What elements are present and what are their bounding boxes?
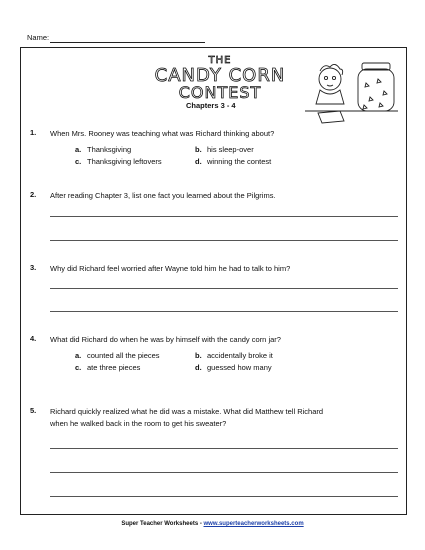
answer-line[interactable] xyxy=(50,216,398,217)
question-2-number: 2. xyxy=(30,190,37,199)
q4-option-b[interactable] xyxy=(195,351,273,360)
q1-option-a-letter: a. xyxy=(75,145,82,154)
q1-option-c[interactable] xyxy=(75,157,162,166)
question-5-text-line-1: Richard quickly realized what he did was a mistake. What did Matthew tell Richard xyxy=(50,407,324,416)
chapters-subtitle: Chapters 3 - 4 xyxy=(186,101,236,110)
q4-option-a-text: counted all the pieces xyxy=(87,351,160,360)
answer-line[interactable] xyxy=(50,288,398,289)
question-1-text: When Mrs. Rooney was teaching what was Richard thinking about? xyxy=(50,129,275,138)
q1-option-c-letter: c. xyxy=(75,157,82,166)
q4-option-a[interactable] xyxy=(75,351,160,360)
question-5-text-line-2: when he walked back in the room to get his sweater? xyxy=(50,419,227,428)
q4-option-b-letter: b. xyxy=(195,351,202,360)
q1-option-b-letter: b. xyxy=(195,145,202,154)
question-4-text: What did Richard do when he was by himself with the candy corn jar? xyxy=(50,335,281,344)
question-1-number: 1. xyxy=(30,128,37,137)
q4-option-c[interactable] xyxy=(75,363,140,372)
q1-option-c-text: Thanksgiving leftovers xyxy=(87,157,162,166)
answer-line[interactable] xyxy=(50,472,398,473)
q4-option-a-letter: a. xyxy=(75,351,82,360)
name-label: Name: xyxy=(27,33,50,42)
q4-option-b-text: accidentally broke it xyxy=(207,351,273,360)
title-line-3: CONTEST xyxy=(178,83,262,102)
q4-option-d-letter: d. xyxy=(195,363,202,372)
footer-separator: - xyxy=(198,521,204,527)
title-logo xyxy=(150,50,290,108)
footer-url-link[interactable]: www.superteacherworksheets.com xyxy=(203,521,304,527)
footer-brand: Super Teacher Worksheets xyxy=(121,521,199,527)
question-2-text: After reading Chapter 3, list one fact you learned about the Pilgrims. xyxy=(50,191,276,200)
q1-option-d-letter: d. xyxy=(195,157,202,166)
boy-with-jar-illustration xyxy=(300,55,400,125)
q1-option-a[interactable] xyxy=(75,145,131,154)
question-5-number: 5. xyxy=(30,406,37,415)
name-field-line[interactable] xyxy=(50,42,205,43)
title-line-2: CANDY CORN xyxy=(154,65,286,86)
answer-line[interactable] xyxy=(50,240,398,241)
q1-option-d[interactable] xyxy=(195,157,271,166)
q4-option-d[interactable] xyxy=(195,363,272,372)
q4-option-d-text: guessed how many xyxy=(207,363,272,372)
footer xyxy=(0,521,425,527)
q4-option-c-text: ate three pieces xyxy=(87,363,141,372)
question-3-number: 3. xyxy=(30,263,37,272)
answer-line[interactable] xyxy=(50,311,398,312)
q4-option-c-letter: c. xyxy=(75,363,82,372)
answer-line[interactable] xyxy=(50,448,398,449)
q1-option-b-text: his sleep-over xyxy=(207,145,254,154)
q1-option-b[interactable] xyxy=(195,145,254,154)
question-4-number: 4. xyxy=(30,334,37,343)
answer-line[interactable] xyxy=(50,496,398,497)
q1-option-a-text: Thanksgiving xyxy=(87,145,132,154)
q1-option-d-text: winning the contest xyxy=(207,157,272,166)
title-line-1: THE xyxy=(208,55,232,66)
question-3-text: Why did Richard feel worried after Wayne told him he had to talk to him? xyxy=(50,264,291,273)
